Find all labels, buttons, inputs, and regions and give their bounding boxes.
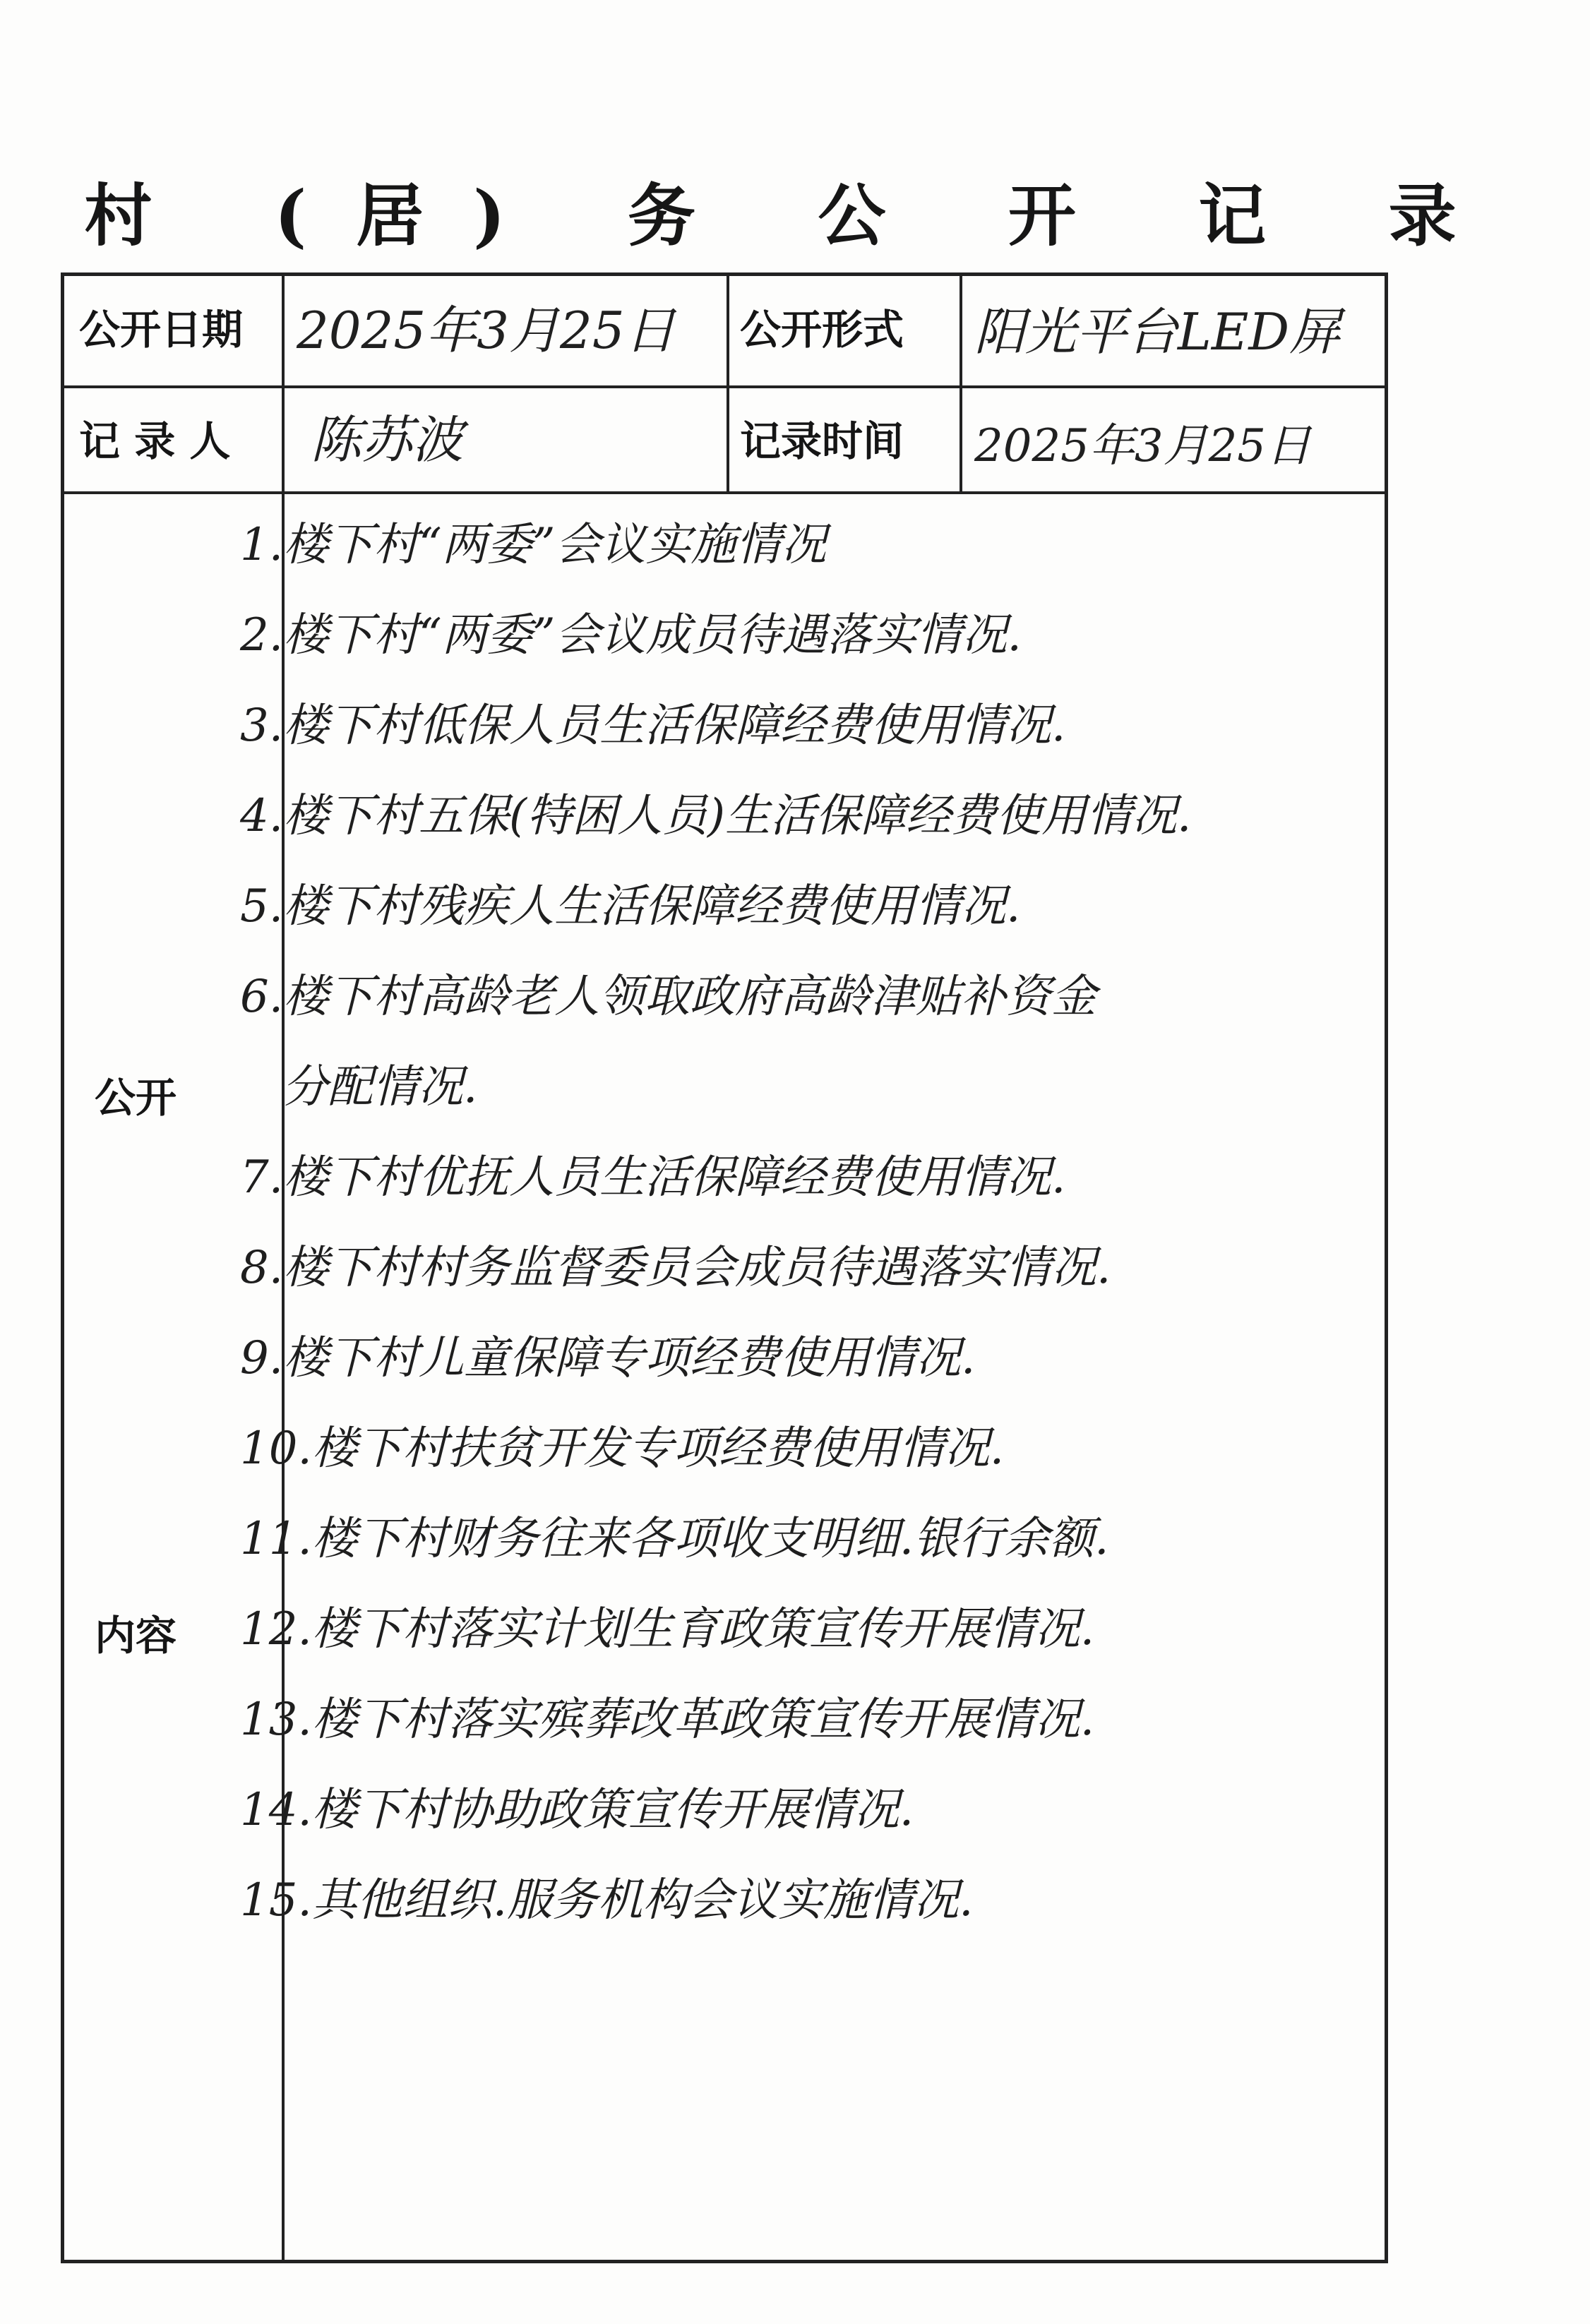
list-item: 1.楼下村“两委”会议实施情况: [240, 519, 827, 571]
list-item: 4.楼下村五保(特困人员)生活保障经费使用情况.: [240, 790, 1192, 842]
date-value: 2025年3月25日: [297, 301, 676, 360]
list-item: 11.楼下村财务往来各项收支明细.银行余额.: [240, 1513, 1109, 1565]
list-item: 9.楼下村儿童保障专项经费使用情况.: [240, 1332, 976, 1384]
list-item: 6.楼下村高龄老人领取政府高龄津贴补资金: [240, 971, 1097, 1023]
list-item: 10.楼下村扶贫开发专项经费使用情况.: [240, 1422, 1005, 1475]
form-value: 阳光平台LED屏: [974, 302, 1341, 361]
record-time-value: 2025年3月25日: [974, 420, 1312, 472]
list-item: 13.楼下村落实殡葬改革政策宣传开展情况.: [240, 1694, 1095, 1746]
list-item: 7.楼下村优抚人员生活保障经费使用情况.: [240, 1151, 1066, 1204]
record-time-label: 记录时间: [740, 417, 904, 465]
content-list: [240, 519, 1341, 1968]
col-divider-mid: [727, 276, 729, 491]
col-divider-mid2: [960, 276, 962, 491]
page-title: 村 (居) 务 公 开 记 录: [84, 176, 1506, 256]
row-divider-2: [64, 491, 1385, 494]
row-divider-1: [64, 385, 1385, 388]
form-label: 公开形式: [740, 306, 904, 354]
list-item-continuation: 分配情况.: [282, 1061, 478, 1113]
list-item: 3.楼下村低保人员生活保障经费使用情况.: [240, 700, 1066, 752]
recorder-label: 记 录 人: [79, 417, 231, 465]
date-label: 公开日期: [79, 306, 244, 354]
list-item: 8.楼下村村务监督委员会成员待遇落实情况.: [240, 1242, 1111, 1294]
list-item: 5.楼下村残疾人生活保障经费使用情况.: [240, 880, 1021, 933]
list-item: 2.楼下村“两委”会议成员待遇落实情况.: [240, 609, 1022, 661]
list-item: 15.其他组织.服务机构会议实施情况.: [240, 1874, 974, 1927]
recorder-value: 陈苏波: [311, 410, 464, 469]
content-label-bottom: 内容: [95, 1612, 177, 1660]
content-label-top: 公开: [95, 1074, 177, 1122]
list-item: 12.楼下村落实计划生育政策宣传开展情况.: [240, 1603, 1095, 1655]
list-item: 14.楼下村协助政策宣传开展情况.: [240, 1784, 914, 1836]
